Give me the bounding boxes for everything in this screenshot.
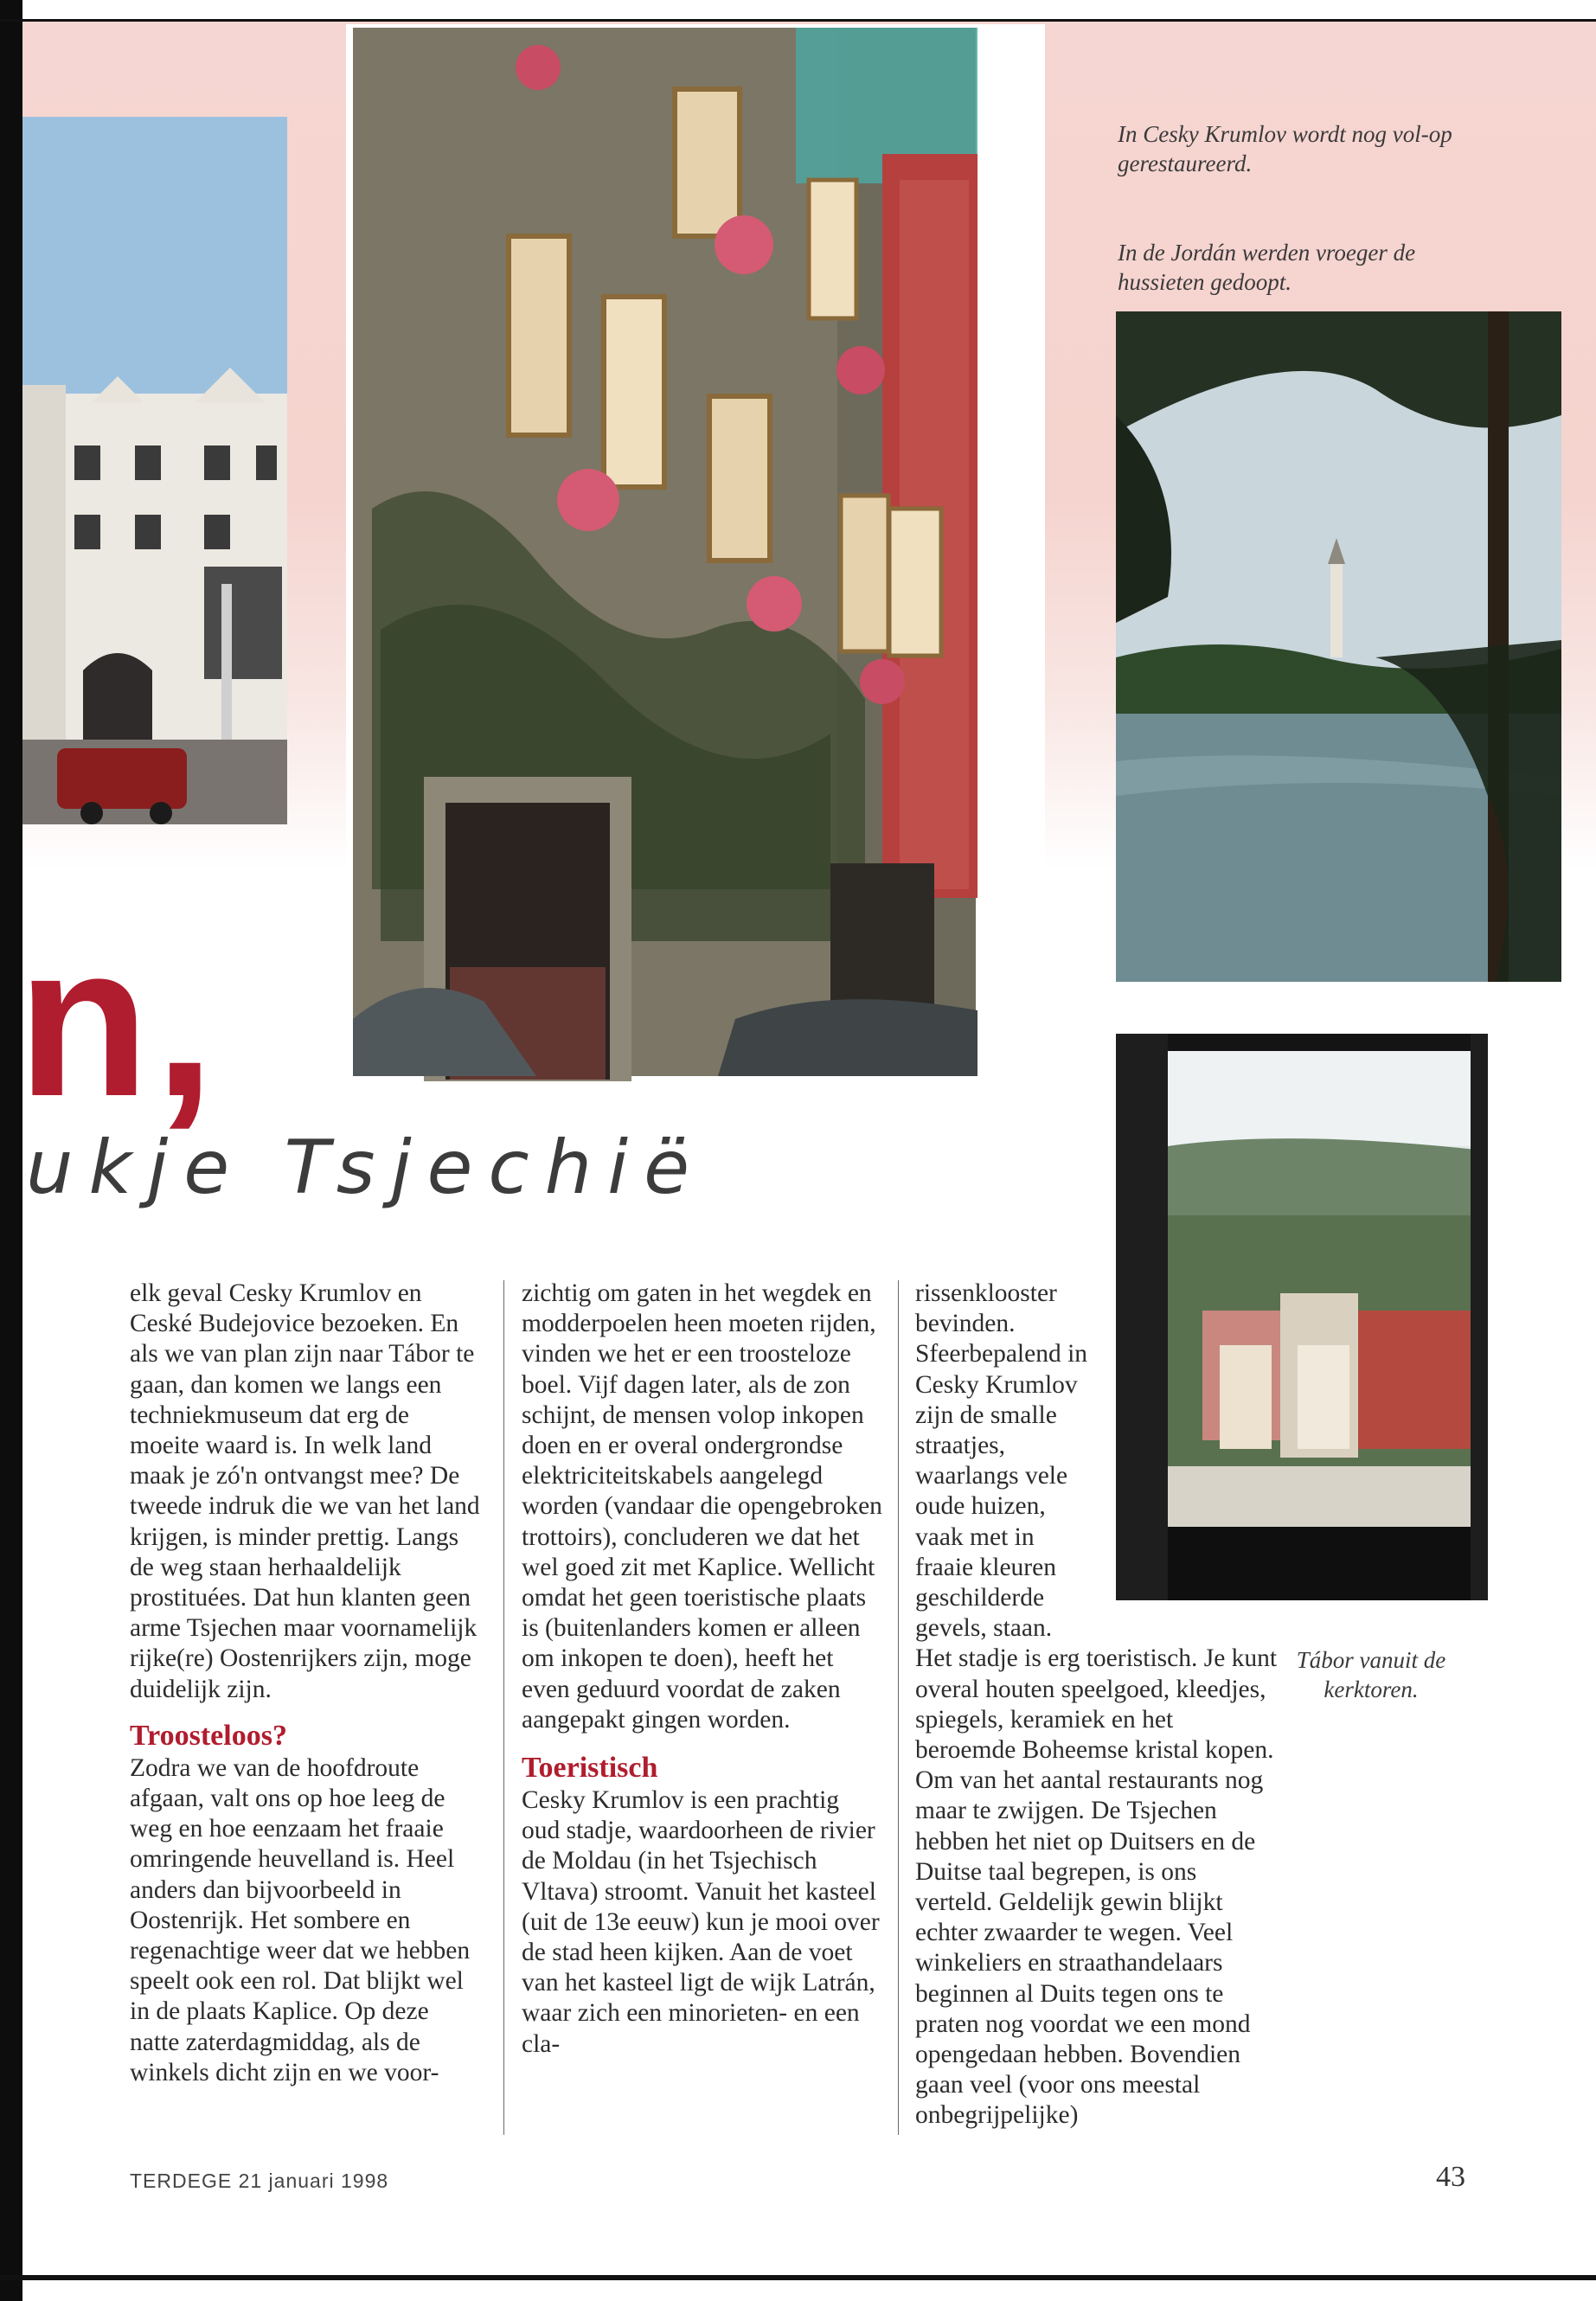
- page-edge-shadow: [0, 0, 22, 2301]
- article-column-1: [130, 1279, 484, 2088]
- page-frame-top: [0, 19, 1596, 22]
- footer-magazine-date: TERDEGE 21 januari 1998: [130, 2170, 389, 2192]
- photo-tabor-square: [22, 117, 287, 824]
- article-column-2: [522, 1279, 883, 2060]
- caption-jordan: In de Jordán werden vroeger de hussieten gedoopt.: [1118, 240, 1416, 295]
- subheading-toeristisch: Toeristisch: [522, 1752, 658, 1785]
- paragraph: Cesky Krumlov is een prachtig oud stadje, waardoorheen de rivier de Moldau (in het Tsjechisch Vltava) stroomt. Vanuit het kasteel (uit de 13e eeuw) kun je mooi over de stad heen kijken. Aan de voet van het kasteel ligt de wijk Latrán, waar zich een minorieten- en een cla-: [522, 1786, 880, 2058]
- paragraph: elk geval Cesky Krumlov en Ceské Budejovice bezoeken. En als we van plan zijn naar Tábor te gaan, dan komen we langs een techniekmuseum dat erg de moeite waard is. In welk land maak je zó'n ontvangst mee? De tweede indruk die we van het land krijgen, is minder prettig. Langs de weg staan herhaaldelijk prostituées. Dat hun klanten geen arme Tsjechen maar voornamelijk rijke(re) Oostenrijkers zijn, moge duidelijk zijn.: [130, 1279, 480, 1703]
- caption-krumlov: In Cesky Krumlov wordt nog vol-op gerestaureerd.: [1118, 121, 1452, 176]
- page-number: 43: [1436, 2161, 1465, 2193]
- headline-subtitle: ukje Tsjechië: [26, 1125, 705, 1211]
- paragraph: rissenklooster bevinden. Sfeerbepalend in Cesky Krumlov zijn de smalle straatjes, waarlangs vele oude huizen, vaak met in fraaie kleuren geschilderde gevels, staan.: [915, 1279, 1088, 1643]
- paragraph: Zodra we van de hoofdroute afgaan, valt ons op hoe leeg de weg en hoe eenzaam het fraaie omringende heuvelland is. Heel anders dan bijvoorbeeld in Oostenrijk. Het sombere en regenachtige weer dat we hebben speelt ook een rol. Dat blijkt wel in de plaats Kaplice. Op deze natte zaterdagmiddag, als de winkels dicht zijn en we voor-: [130, 1753, 471, 2086]
- photo-krumlov-facade: [346, 24, 1045, 1081]
- paragraph: zichtig om gaten in het wegdek en modderpoelen heen moeten rijden, vinden we het er een troosteloze boel. Vijf dagen later, als de zon schijnt, de mensen volop inkopen doen en er overal ondergrondse elektriciteitskabels aangelegd worden (vandaar die opengebroken trottoirs), concluderen we dat het wel goed zit met Kaplice. Wellicht omdat het geen toeristische plaats is (buitenlanders komen er alleen om inkopen te doen), heeft het even geduurd voordat de zaken aangepakt gingen worden.: [522, 1279, 882, 1734]
- subheading-troosteloos: Troosteloos?: [130, 1719, 287, 1752]
- page-frame-bottom: [0, 2275, 1596, 2280]
- article-column-3: [915, 1279, 1279, 2131]
- column-divider: [898, 1280, 899, 2135]
- column-divider: [503, 1280, 504, 2135]
- paragraph: Het stadje is erg toeristisch. Je kunt overal houten speelgoed, kleedjes, spiegels, keramiek en het beroemde Boheemse kristal kopen. Om van het aantal restaurants nog maar te zwijgen. De Tsjechen hebben het niet op Duitsers en de Duitse taal begrepen, is ons verteld. Geldelijk gewin blijkt echter zwaarder te wegen. Veel winkeliers en straathandelaars beginnen al Duits tegen ons te praten nog voordat we een mond opengedaan hebben. Bovendien gaan veel (voor ons meestal onbegrijpelijke): [915, 1644, 1278, 2130]
- caption-tabor: Tábor vanuit de kerktoren.: [1296, 1647, 1446, 1702]
- photo-jordan-lake: [1116, 311, 1561, 982]
- headline-fragment: n,: [17, 900, 221, 1141]
